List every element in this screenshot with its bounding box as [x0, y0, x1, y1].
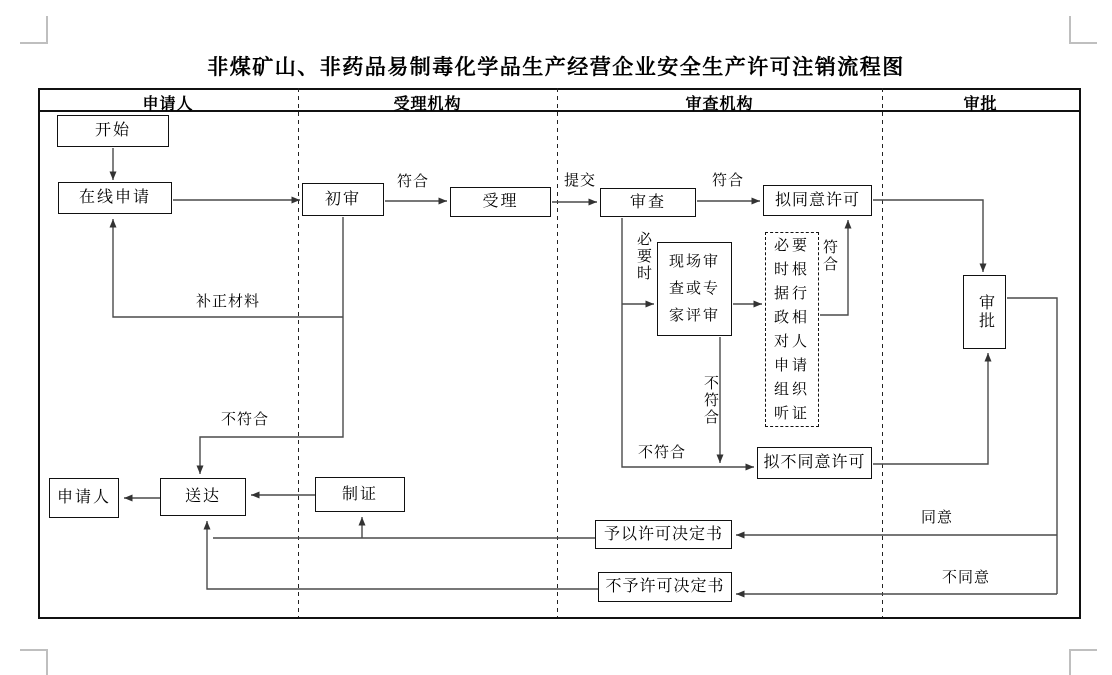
node-accept: 受理	[450, 187, 551, 217]
node-deliver: 送达	[160, 478, 246, 516]
lane-divider-1	[298, 88, 299, 617]
edge-label-hearing-pass: 符合	[821, 239, 837, 273]
edge-label-when-necessary: 必要时	[635, 231, 651, 282]
lane-divider-3	[882, 88, 883, 617]
edge-label-review-fail: 不符合	[638, 445, 687, 461]
edge-label-agree: 同意	[921, 510, 954, 526]
node-review: 审查	[600, 188, 696, 217]
crop-mark-bottom-right	[1069, 649, 1097, 675]
flowchart-table-border	[38, 88, 1081, 619]
diagram-title: 非煤矿山、非药品易制毒化学品生产经营企业安全生产许可注销流程图	[207, 55, 905, 79]
node-propose-approve: 拟同意许可	[763, 185, 872, 216]
lane-header-approval: 审批	[963, 96, 998, 113]
node-hearing-label: 必要时根据行政相对人申请组织听证	[774, 237, 811, 422]
edge-label-review-pass: 符合	[712, 173, 745, 189]
edge-label-site-fail: 不符合	[702, 375, 718, 426]
node-site-review	[657, 242, 732, 336]
edge-label-submit: 提交	[564, 173, 597, 189]
node-applicant: 申请人	[49, 478, 119, 518]
edge-label-supplement-material: 补正材料	[196, 294, 261, 310]
lane-header-applicant: 申请人	[142, 96, 194, 113]
crop-mark-top-left	[20, 16, 48, 44]
node-preliminary-review: 初审	[302, 183, 384, 216]
node-deny-decision: 不予许可决定书	[598, 572, 732, 602]
lane-header-review-agency: 审查机构	[685, 96, 754, 113]
node-site-review-label: 现场审查或专家评审	[669, 253, 721, 324]
lane-divider-2	[557, 88, 558, 617]
edge-label-prelim-pass: 符合	[397, 174, 430, 190]
node-propose-disapprove: 拟不同意许可	[757, 447, 872, 479]
node-hearing	[765, 232, 819, 427]
lane-header-accepting-agency: 受理机构	[393, 96, 462, 113]
node-grant-decision: 予以许可决定书	[595, 520, 732, 549]
edge-label-prelim-fail: 不符合	[221, 412, 270, 428]
node-make-certificate: 制证	[315, 477, 405, 512]
node-online-apply: 在线申请	[58, 182, 172, 214]
crop-mark-bottom-left	[20, 649, 48, 675]
node-approve	[963, 275, 1006, 349]
edge-label-disagree: 不同意	[942, 570, 991, 586]
crop-mark-top-right	[1069, 16, 1097, 44]
node-approve-label: 审批	[976, 294, 994, 330]
node-start: 开始	[57, 115, 169, 147]
